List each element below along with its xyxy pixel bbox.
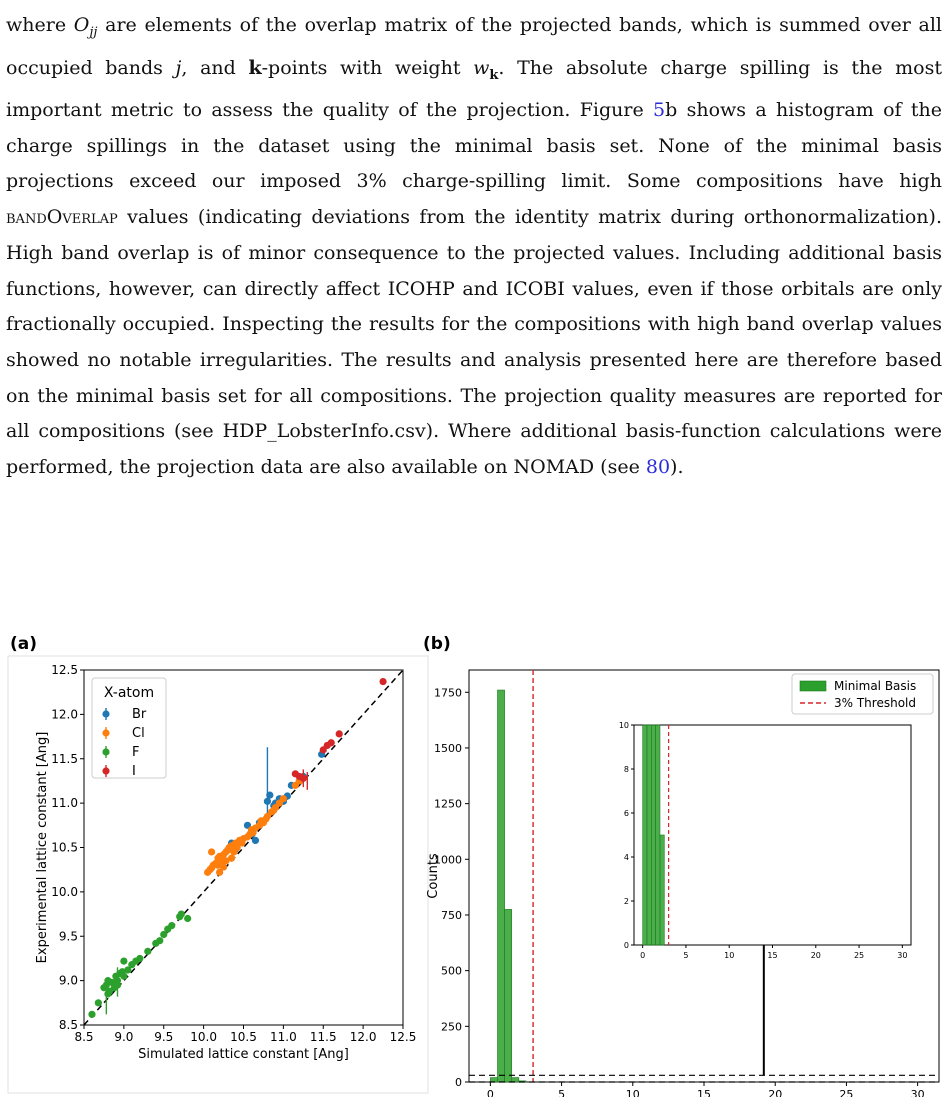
text-segment: , and bbox=[181, 56, 249, 79]
y-tick-label: 1000 bbox=[434, 853, 462, 867]
inset-x-tick-label: 15 bbox=[767, 951, 778, 960]
legend-title: X-atom bbox=[103, 685, 155, 701]
legend-label: I bbox=[132, 764, 136, 779]
text-segment: b shows a histogram of the charge spillings in the dataset using the minimal basis set. None of the minimal basis projections exceed our imposed 3% charge-spilling limit. Some compositions have high bbox=[6, 99, 942, 193]
text-segment: are elements of the overlap matrix of the projected bands, which is summed over all occupied bands bbox=[6, 14, 942, 79]
data-point-f bbox=[156, 937, 163, 944]
x-tick-label: 11.0 bbox=[270, 1030, 297, 1044]
inset-x-tick-label: 30 bbox=[897, 951, 908, 960]
data-point-i bbox=[379, 678, 386, 685]
legend-label: Cl bbox=[132, 726, 145, 741]
legend-label: F bbox=[132, 745, 140, 760]
y-tick-label: 250 bbox=[441, 1020, 462, 1034]
data-point-i bbox=[336, 730, 343, 737]
data-point-f bbox=[178, 910, 185, 917]
data-point-f bbox=[168, 922, 175, 929]
inset-y-tick-label: 2 bbox=[623, 897, 629, 906]
data-point-f bbox=[104, 990, 111, 997]
legend-label: Br bbox=[132, 707, 147, 722]
body-paragraph bbox=[6, 8, 942, 486]
inset-histogram-bar bbox=[660, 835, 664, 945]
y-axis-title: Counts bbox=[426, 853, 441, 899]
inset-x-tick-label: 10 bbox=[724, 951, 735, 960]
y-tick-label: 750 bbox=[441, 908, 462, 922]
inset-axes bbox=[634, 725, 911, 945]
data-point-cl bbox=[222, 857, 229, 864]
legend-marker bbox=[102, 748, 109, 755]
inset-y-tick-label: 4 bbox=[623, 853, 629, 862]
y-axis-title: Experimental lattice constant [Ang] bbox=[35, 731, 50, 964]
legend-marker bbox=[102, 767, 109, 774]
y-tick-label: 12.5 bbox=[51, 663, 78, 677]
inset-x-tick-label: 20 bbox=[810, 951, 821, 960]
legend-label: 3% Threshold bbox=[834, 696, 916, 710]
y-tick-label: 9.5 bbox=[58, 929, 78, 944]
text-segment: . The absolute charge spilling is the most important metric to assess the quality of the projection. Figure bbox=[6, 56, 942, 121]
x-tick-label: 20 bbox=[768, 1088, 783, 1097]
y-tick-label: 500 bbox=[441, 964, 462, 978]
y-tick-label: 0 bbox=[455, 1076, 462, 1089]
legend-marker bbox=[102, 710, 109, 717]
data-point-i bbox=[328, 739, 335, 746]
x-tick-label: 12.5 bbox=[389, 1030, 417, 1044]
data-point-cl bbox=[280, 795, 287, 802]
legend-patch bbox=[800, 681, 826, 691]
x-tick-label: 10.5 bbox=[230, 1030, 257, 1044]
math-j: j bbox=[175, 56, 182, 79]
data-point-f bbox=[88, 1011, 95, 1018]
histogram-bar bbox=[490, 1078, 497, 1082]
x-tick-label: 0 bbox=[486, 1088, 494, 1097]
legend-label: Minimal Basis bbox=[834, 679, 917, 693]
x-tick-label: 15 bbox=[697, 1088, 711, 1097]
x-tick-label: 8.5 bbox=[74, 1030, 94, 1044]
inset-y-tick-label: 6 bbox=[623, 809, 629, 818]
x-tick-label: 10.0 bbox=[190, 1030, 217, 1044]
data-point-f bbox=[120, 958, 127, 965]
y-tick-label: 10.5 bbox=[51, 840, 78, 855]
data-point-f bbox=[114, 977, 121, 984]
data-point-cl bbox=[208, 848, 215, 855]
data-point-f bbox=[120, 973, 127, 980]
x-axis-title: Simulated lattice constant [Ang] bbox=[138, 1047, 349, 1062]
inset-x-tick-label: 0 bbox=[640, 951, 646, 960]
inset-histogram-bar bbox=[656, 725, 660, 945]
x-tick-label: 30 bbox=[910, 1088, 925, 1097]
x-tick-label: 12.0 bbox=[349, 1030, 377, 1044]
inset-y-tick-label: 8 bbox=[623, 765, 629, 774]
figure-link[interactable]: 5 bbox=[653, 99, 666, 121]
inset-y-tick-label: 0 bbox=[623, 941, 629, 950]
math-O: $O_{jj}$ bbox=[73, 14, 98, 40]
y-tick-label: 9.0 bbox=[58, 973, 78, 988]
figure-5 bbox=[0, 632, 948, 1097]
y-tick-label: 12.0 bbox=[51, 707, 78, 722]
y-tick-label: 1250 bbox=[434, 797, 462, 811]
data-point-f bbox=[160, 931, 167, 938]
text-segment: -points with weight bbox=[261, 56, 474, 79]
histogram-bar bbox=[512, 1078, 519, 1082]
x-tick-label: 10 bbox=[625, 1088, 640, 1097]
inset-x-tick-label: 5 bbox=[683, 951, 689, 960]
y-tick-label: 11.0 bbox=[51, 796, 78, 811]
histogram-bar bbox=[505, 909, 512, 1082]
legend-marker bbox=[102, 729, 109, 736]
data-point-br bbox=[264, 798, 271, 805]
data-point-br bbox=[252, 837, 259, 844]
x-tick-label: 9.5 bbox=[154, 1030, 174, 1044]
data-point-br bbox=[266, 792, 273, 799]
y-tick-label: 10.0 bbox=[51, 884, 78, 899]
data-point-f bbox=[144, 948, 151, 955]
text-segment: where bbox=[6, 14, 74, 36]
data-point-f bbox=[184, 915, 191, 922]
y-tick-label: 8.5 bbox=[58, 1018, 78, 1032]
panel-b-label: (b) bbox=[423, 634, 451, 654]
y-tick-label: 1750 bbox=[434, 686, 462, 700]
data-point-f bbox=[95, 999, 102, 1006]
data-point-f bbox=[136, 955, 143, 962]
x-tick-label: 5 bbox=[558, 1088, 566, 1097]
data-point-cl bbox=[216, 869, 223, 876]
panel-a-label: (a) bbox=[10, 634, 38, 654]
math-wk: $w_k$ bbox=[473, 56, 499, 83]
y-tick-label: 11.5 bbox=[51, 751, 78, 766]
histogram-bar bbox=[497, 690, 504, 1082]
y-tick-label: 1500 bbox=[434, 741, 462, 755]
inset-histogram-bar bbox=[647, 725, 651, 945]
text-segment: ). bbox=[670, 456, 684, 479]
text-segment: values (indicating deviations from the identity matrix during orthonormalization). High band overlap is of minor consequence to the projected values. Including additional basis functions, however, can directly affect ICOHP and ICOBI values, even if those orbitals are only fractionally occupied. Inspecting the results for the compositions with high band overlap values showed no notable irregularities. The results and analysis presented here are therefore based on the minimal basis set for all compositions. The projection quality measures are reported for all compositions (see HDP_LobsterInfo.csv). Where additional basis-function calculations were performed, the projection data are also available on NOMAD (see bbox=[6, 206, 942, 479]
data-point-i bbox=[300, 775, 307, 782]
inset-y-tick-label: 10 bbox=[618, 721, 629, 730]
inset-histogram-bar bbox=[643, 725, 647, 945]
inset-x-tick-label: 25 bbox=[853, 951, 865, 960]
reference-link[interactable]: 80 bbox=[645, 456, 671, 479]
x-tick-label: 25 bbox=[839, 1088, 854, 1097]
math-k: k bbox=[248, 56, 262, 79]
x-tick-label: 9.0 bbox=[114, 1030, 134, 1044]
inset-histogram-bar bbox=[651, 725, 655, 945]
bandoverlap-keyword: bandOverlap bbox=[6, 206, 118, 229]
x-tick-label: 11.5 bbox=[309, 1030, 337, 1044]
